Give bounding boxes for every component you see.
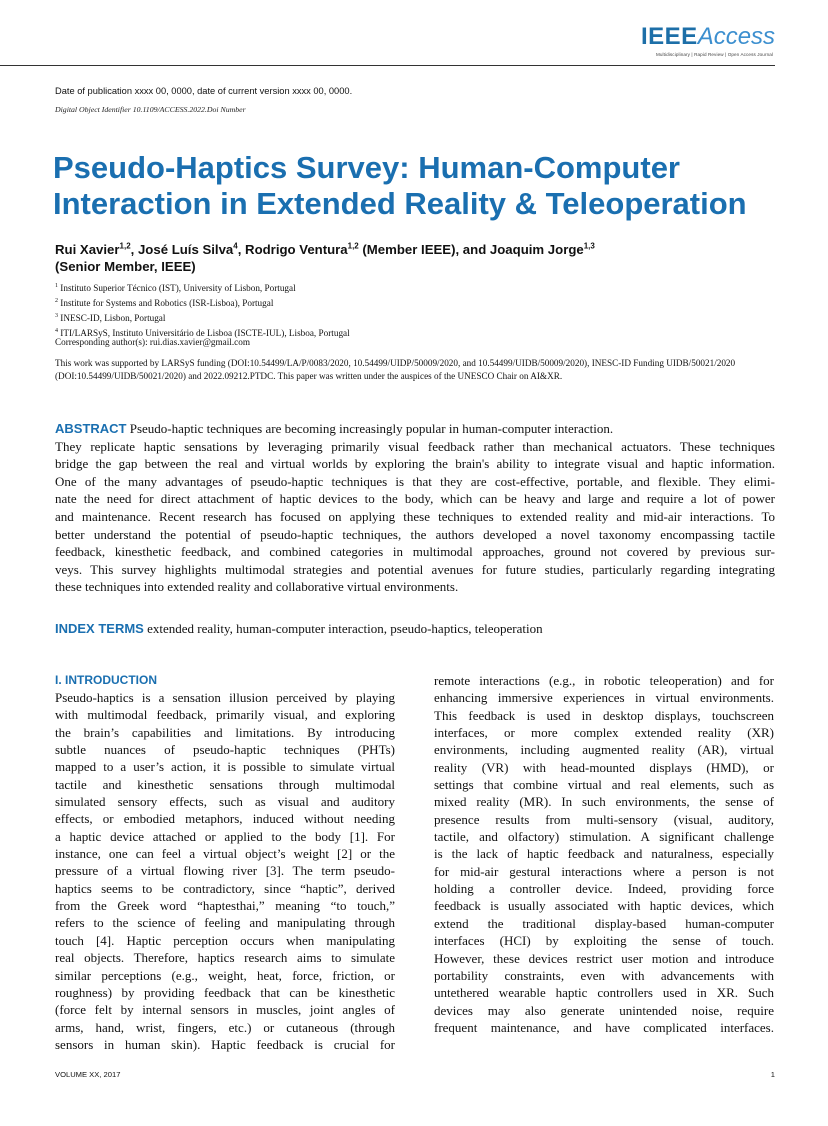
- body-text-line: touch [4]. Haptic perception occurs when manipulating: [55, 932, 395, 948]
- affiliation-text: ITI/LARSyS, Instituto Universitário de Lisboa (ISCTE-IUL), Lisboa, Portugal: [60, 328, 350, 339]
- body-text-line: portability constraints, even with advancements with: [434, 967, 774, 983]
- logo-access-text: Access: [697, 23, 776, 50]
- author-name: , Rodrigo Ventura: [237, 242, 348, 257]
- affiliation-text: Instituto Superior Técnico (IST), University of Lisbon, Portugal: [60, 283, 296, 294]
- body-text-line: mixed reality (MR). In such environments, the sense of: [434, 794, 774, 810]
- abstract-line: One of the many advantages of pseudo-haptic techniques is that they are cost-effective, portable, and flexible. They elimi-: [55, 473, 775, 489]
- index-terms-label: INDEX TERMS: [55, 621, 144, 636]
- body-text-line: frequent maintenance, and have complicated interfaces.: [434, 1019, 774, 1035]
- body-text-line: a haptic device attached or applied to the body [1]. For: [55, 828, 395, 844]
- affiliation-sup: 2: [55, 298, 58, 305]
- body-text-line: is the lack of haptic feedback and naturalness, especially: [434, 846, 774, 862]
- body-text-line: arms, hand, wrist, fingers, etc.) or cutaneous (through: [55, 1019, 395, 1035]
- page-number: 1: [770, 1070, 775, 1079]
- paper-title: Pseudo-Haptics Survey: Human-Computer Interaction in Extended Reality & Teleoperation: [53, 150, 747, 221]
- body-text-line: remote interactions (e.g., in robotic teleoperation) and for: [434, 673, 774, 688]
- affiliation-sup: 3: [55, 313, 58, 320]
- header-divider: [0, 65, 775, 66]
- body-text-line: tactile, and olfactory) stimulation. A significant challenge: [434, 829, 774, 845]
- author-sup: 1,2: [347, 241, 359, 251]
- body-text-line: pressure of a virtual flowing river [3]. The term pseudo-: [55, 863, 395, 879]
- body-text-line: feedback is usually associated with haptic devices, which: [434, 898, 774, 914]
- body-text-line: interfaces, or more complex extended reality (XR): [434, 725, 774, 741]
- section-heading: I. INTRODUCTION: [55, 673, 157, 687]
- doi: Digital Object Identifier 10.1109/ACCESS.2022.Doi Number: [55, 105, 246, 114]
- corresponding-author: Corresponding author(s): rui.dias.xavier@gmail.com: [55, 337, 250, 347]
- author-list: [55, 241, 775, 275]
- body-text-line: tactile and kinesthetic sensations through multimodal: [55, 776, 395, 792]
- body-text-line: haptics seems to be contradictory, since “haptic”, derived: [55, 880, 395, 896]
- author-sup: 1,2: [119, 241, 131, 251]
- body-text-line: similar perceptions (e.g., weight, heat, force, friction, or: [55, 967, 395, 983]
- body-text-line: refers to the science of feeling and manipulating through: [55, 915, 395, 931]
- abstract-line: better understand the potential of pseudo-haptic techniques, the authors developed a novel taxonomy encompassing tactile: [55, 526, 775, 542]
- body-text-line: extend the traditional display-based human-computer: [434, 915, 774, 931]
- abstract-line: [55, 420, 775, 438]
- abstract: [55, 420, 775, 596]
- body-text-line: instance, one can feel a virtual object’s weight [2] or the: [55, 846, 395, 862]
- affiliations: [55, 280, 350, 340]
- author-line-1: [55, 241, 775, 258]
- body-text-line: devices may also generate unintended noise, require: [434, 1002, 774, 1018]
- affiliation-text: Institute for Systems and Robotics (ISR-Lisboa), Portugal: [60, 298, 274, 309]
- publication-date: Date of publication xxxx 00, 0000, date of current version xxxx 00, 0000.: [55, 86, 353, 96]
- body-text-line: (force felt by internal sensors in muscles, joint angles of: [55, 1002, 395, 1018]
- abstract-text: Pseudo-haptic techniques are becoming increasingly popular in human-computer interaction.: [126, 421, 614, 436]
- body-text-line: interfaces (HCI) by exploiting the sense of touch.: [434, 933, 774, 949]
- body-text-line: simulated sensory effects, such as visual and auditory: [55, 794, 395, 810]
- author-line-2: (Senior Member, IEEE): [55, 259, 196, 274]
- abstract-line: these techniques into extended reality and collaborative virtual environments.: [55, 579, 459, 595]
- affiliation-text: INESC-ID, Lisbon, Portugal: [60, 313, 166, 324]
- body-text-line: sensors in human skin). Haptic feedback is crucial for: [55, 1036, 395, 1052]
- abstract-line: and maintenance. Recent research has focused on applying these techniques to extended reality and mid-air interactions. To: [55, 508, 775, 524]
- author-sup: 4: [233, 241, 238, 251]
- abstract-line: nate the need for direct attachment of haptic devices to the body, which can be heavy and large and require a lot of power: [55, 491, 775, 507]
- body-text-line: with multimodal feedback, primarily visual, and exploring: [55, 707, 395, 723]
- affiliation-sup: 4: [55, 328, 58, 335]
- body-text-line: However, these devices restrict user motion and introduce: [434, 950, 774, 966]
- affiliation-sup: 1: [55, 283, 58, 289]
- body-text-line: settings that combine virtual and real elements, such as: [434, 777, 774, 793]
- abstract-line: bridge the gap between the real and virtual worlds by exploring the brain's ability to integrate visual and haptic information.: [55, 456, 775, 472]
- index-terms: [55, 620, 543, 637]
- body-text-line: Pseudo-haptics is a sensation illusion perceived by playing: [55, 690, 395, 705]
- author-name: , José Luís Silva: [130, 242, 234, 257]
- abstract-label: ABSTRACT: [55, 421, 127, 436]
- body-text-line: effects, or embodied metaphors, induced without needing: [55, 811, 395, 827]
- intro-right-column: [434, 672, 774, 1036]
- abstract-line: feedback, kinesthetic feedback, and combined categories in multimodal approaches, ground not covered by previous sur-: [55, 544, 775, 560]
- affiliation: [55, 310, 350, 325]
- logo-tagline: Multidisciplinary | Rapid Review | Open Access Journal: [655, 52, 773, 57]
- body-text-line: reality (VR) with head-mounted displays (HMD), or: [434, 759, 774, 775]
- volume-footer: VOLUME XX, 2017: [55, 1070, 121, 1079]
- intro-left-column: [55, 672, 395, 1053]
- abstract-line: They replicate haptic sensations by leveraging primarily visual feedback rather than mechanical actuators. These techniques: [55, 438, 775, 454]
- author-name: (Member IEEE), and Joaquim Jorge: [358, 242, 584, 257]
- abstract-line: veys. This survey highlights multimodal strategies and potential avenues for future studies, particularly regarding integrating: [55, 561, 775, 577]
- body-text-line: untethered wearable haptic controllers used in XR. Such: [434, 985, 774, 1001]
- body-text-line: roughness) by providing feedback that can be kinesthetic: [55, 984, 395, 1000]
- body-text-line: subtle nuances of pseudo-haptic techniques (PHTs): [55, 742, 395, 758]
- body-text-line: from the Greek word “haptesthai,” meaning “to touch,”: [55, 898, 395, 914]
- body-text-line: real objects. Therefore, haptics research aims to simulate: [55, 950, 395, 966]
- journal-logo: [641, 23, 776, 57]
- body-text-line: mapped to a user’s action, it is possible to simulate virtual: [55, 759, 395, 775]
- logo-ieee-text: IEEE: [641, 23, 698, 50]
- body-text-line: holding a controller device. Indeed, providing force: [434, 881, 774, 897]
- author-name: Rui Xavier: [55, 242, 120, 257]
- body-text-line: environments, including augmented reality (AR), virtual: [434, 742, 774, 758]
- body-text-line: presence results from multi-sensory (visual, auditory,: [434, 811, 774, 827]
- body-text-line: This feedback is used in desktop displays, touchscreen: [434, 707, 774, 723]
- index-terms-text: extended reality, human-computer interaction, pseudo-haptics, teleoperation: [143, 621, 543, 636]
- affiliation: [55, 295, 350, 310]
- funding-note: This work was supported by LARSyS funding (DOI:10.54499/LA/P/0083/2020, 10.54499/UIDP/50009/2020, and 10.54499/UIDB/50009/2020), INESC-ID Funding UIDB/50021/2020 (DOI:10.54499/UIDB/50021/2020) and 2022.09212.PTDC. This paper was written under the auspices of the UNESCO Chair on AI&XR.: [55, 358, 736, 381]
- body-text-line: the brain’s capabilities and limitations. By introducing: [55, 724, 395, 740]
- author-sup: 1,3: [583, 241, 595, 251]
- body-text-line: enhancing immersive experiences in virtual environments.: [434, 690, 774, 706]
- body-text-line: for mid-air gestural interactions where a person is not: [434, 863, 774, 879]
- affiliation: [55, 280, 350, 295]
